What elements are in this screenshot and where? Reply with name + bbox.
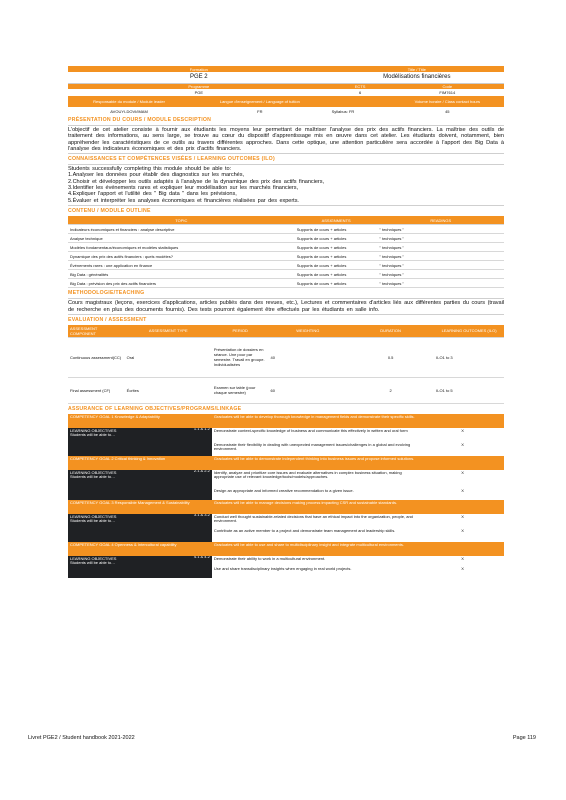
methodology-title: METHODOLOGIE/TEACHING <box>68 290 145 297</box>
learning-objectives-cell: LEARNING OBJECTIVES Students will be able to… 3.1 & 3.2 <box>68 514 212 542</box>
responsable-value: AVOUYI-DOVI/IMAM <box>110 108 148 114</box>
presentation-title: PRÉSENTATION DU COURS / MODULE DESCRIPTION <box>68 117 212 123</box>
competency-goal: COMPETENCY GOAL 4 Openness & Intercultural capability <box>70 541 177 547</box>
module-outline-table <box>68 216 504 289</box>
topic-header: TOPIC <box>68 216 295 225</box>
methodology-text: Cours magistraux (leçons, exercices d'applications, articles publiés dans des revues, etc.), Lectures et commentaires d'articles liés aux différentes parties du cours (travail de recherche en plus des documents fournis). Des tests pourront également être effectués par les étudiants en salle info. <box>68 300 504 313</box>
programme-label: Programme <box>188 83 210 89</box>
ilo-header: LEARNING OUTCOMES (ILO) <box>434 325 504 337</box>
evaluation-title: EVALUATION / ASSESSMENT <box>68 317 147 324</box>
table-row: Big Data : prévision des prix des actifs financiers Supports de cours + articles " techniques " <box>68 279 504 288</box>
competency-goal: COMPETENCY GOAL 3 Responsible Management & Sustainability <box>70 499 190 505</box>
page-number: Page 119 <box>512 735 536 741</box>
outcome-line: 5.Évaluer et interpréter les analyses économiques et financières réalisées par des experts. <box>68 197 299 204</box>
learning-outcomes-title: CONNAISSANCES ET COMPÉTENCES VISÉES / LEARNING OUTCOMES (ILO) <box>68 156 275 163</box>
course-header <box>68 66 504 115</box>
ects-label: ECTS <box>354 83 366 89</box>
outcome-line: 1.Analyser les données pour établir des diagnostics sur les marchés, <box>68 172 244 179</box>
evaluation-table <box>68 325 504 404</box>
learning-outcomes-list <box>68 164 504 206</box>
weighting-header: WEIGHTING <box>269 325 347 337</box>
readings-header: READINGS <box>378 216 504 225</box>
duration-header: DURATION <box>347 325 434 337</box>
component-header: ASSESSMENT COMPONENT <box>68 325 125 337</box>
syllabus-value: FR <box>348 108 355 114</box>
table-row: Final assessment (CF) Écrites Examen sur table (pour chaque semestre) 60 2 ILO1 to 5 <box>68 377 504 403</box>
table-row: Indicateurs économiques et financiers : analyse descriptive Supports de cours + articles " techniques " <box>68 225 504 234</box>
code-label: Code <box>442 83 453 89</box>
outcome-line: 4.Expliquer l'apport et l'utilité des " Big data " dans les prévisions, <box>68 191 237 198</box>
code-value: FIM7614 <box>439 90 456 95</box>
course-title: Modélisations financières <box>383 73 451 80</box>
period-header: PERIOD <box>212 325 269 337</box>
table-row: Événements rares : une application en finance Supports de cours + articles " techniques " <box>68 261 504 270</box>
learning-objectives-cell: LEARNING OBJECTIVES Students will be able to… 4.1 & 4.2 <box>68 556 212 578</box>
title-label: Title / Title <box>407 66 426 72</box>
programme-value: PGE <box>194 90 204 95</box>
type-header: ASSESSMENT TYPE <box>125 325 212 337</box>
assurance-table: COMPETENCY GOAL 1 Knowledge & Adaptability Graduates will be able to develop thorough knowledge in management fields and demonstrate their specific skills. LEARNING OBJECTIVES Students will be able to… 1.1 & 1.2 Demonstrate context-specific knowledge of business and communicate this effectively in written and oral form X Demonstrate their flexibility in dealing with unexpected management issues/challenges in a global and evolving environment. X COMPETENCY GOAL 2 Critical thinking & Innovation Graduates will be able to demonstrate independent thinking into business issues and propose informed solutions. LEARNING OBJECTIVES Students will be able to… 2.1 & 2.2 Identify, analyze and prioritize core issues and evaluate alternatives in complex business situation, making appropriate use of relevant knowledge/tools/models/approaches. X Design an appropriate and informed creative recommendation to a given issue. X COMPETENCY GOAL 3 Responsible Management & Sustainability Graduates will be able to manage decisions making process impacting CSR and sustainable standards. LEARNING OBJECTIVES Students will be able to… 3.1 & 3.2 Conduct well thought sustainable-related decisions that have an ethical impact into the organization, people, and environment. X Contribute as an active member to a project and demonstrate team management and leadership skills. X COMPETENCY GOAL 4 Openness & Intercultural capability Graduates will be able to use and share to multidisciplinary insight and integrate multicultural environments. LEARNING OBJECTIVES Students will be able to… 4.1 & 4.2 Demonstrate their ability to work in a multicultural environment. X Use and share transdisciplinary insights when engaging in real world projects. X <box>68 414 504 578</box>
syllabus-label: Syllabus: <box>331 108 348 114</box>
table-row: Analyse technique Supports de cours + articles " techniques " <box>68 234 504 243</box>
language-label: Langue d'enseignement / Language of tuition <box>219 99 300 104</box>
outcome-line: 3.Identifier les événements rares et expliquer leur modélisation sur les marchés financiers, <box>68 185 298 192</box>
table-row: Big Data : généralités Supports de cours + articles " techniques " <box>68 270 504 279</box>
competency-goal: COMPETENCY GOAL 1 Knowledge & Adaptability <box>70 413 160 419</box>
module-outline-title: CONTENU / MODULE OUTLINE <box>68 207 151 214</box>
outcome-line: Students successfully completing this module should be able to: <box>68 166 232 173</box>
language-value: FR <box>257 108 263 114</box>
competency-goal: COMPETENCY GOAL 2 Critical thinking & Innovation <box>70 455 166 461</box>
assignments-header: ASSIGNMENTS <box>295 216 378 225</box>
table-row: Dynamique des prix des actifs financiers : quels modèles? Supports de cours + articles " techniques " <box>68 252 504 261</box>
assurance-title: ASSURANCE OF LEARNING OBJECTIVES/PROGRAMS/LINKAGE <box>68 405 242 412</box>
responsable-label: Responsable du module / Module leader <box>93 99 165 104</box>
footer-handbook: Livret PGE2 / Student handbook 2021-2022 <box>28 735 135 741</box>
syllabus-page <box>68 66 504 578</box>
formation-value: PGE 2 <box>189 73 208 80</box>
outcome-line: 2.Choisir et développer les outils adaptés à l'analyse de la dynamique des prix des actifs financiers, <box>68 178 324 185</box>
table-row: Modèles fondamentaux/économiques et modèles statistiques Supports de cours + articles " techniques " <box>68 243 504 252</box>
table-row: Continuous assessment(CC) Oral Présentation de dossiers en séance. Une pour par semestre. Travail en groupe. Individualisées 40 0.5 ILO1 to 3 <box>68 337 504 377</box>
volume-value: 45 <box>445 108 450 114</box>
learning-objectives-cell: LEARNING OBJECTIVES Students will be able to… 2.1 & 2.2 <box>68 470 212 500</box>
ects-value: 6 <box>358 90 362 95</box>
volume-label: Volume horaire / Class contact hours <box>414 99 480 104</box>
page-footer <box>28 735 536 741</box>
presentation-text: L'objectif de cet atelier consiste à fournir aux étudiants les moyens leur permettant de maîtriser l'analyse des prix des actifs financiers. La maîtrise des outils de traitement des informations, au sens large, se trouve au cœur du dispositif d'apprentissage mis en œuvre dans cet atelier. Les étudiants doivent, notamment, bien appréhender les caractéristiques de ce outils au travers différentes approches. Dans cette optique, une attention particulière sera accordée à l'apport des Big Data à l'analyse des indicateurs économiques et des prix d'actifs financiers. <box>68 127 504 152</box>
formation-label: Formation <box>189 66 208 72</box>
learning-objectives-cell: LEARNING OBJECTIVES Students will be able to… 1.1 & 1.2 <box>68 428 212 456</box>
